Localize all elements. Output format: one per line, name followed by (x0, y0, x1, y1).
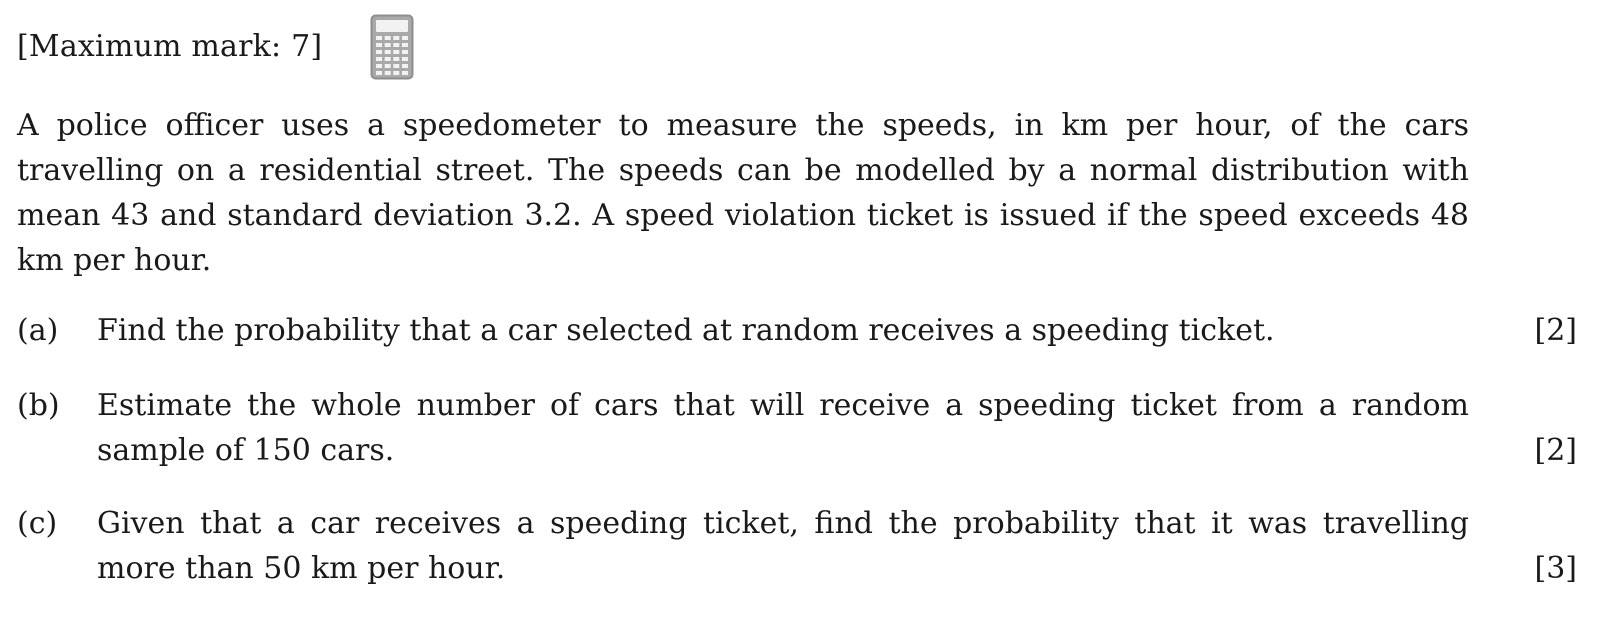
part-label: (c) (17, 506, 58, 541)
question-header (17, 14, 414, 80)
question-part-b (17, 383, 1577, 475)
part-marks: [2] (1534, 313, 1577, 348)
part-marks: [3] (1534, 551, 1577, 586)
part-text: Given that a car receives a speeding ticket, find the probability that it was travelling more than 50 km per hour. (97, 506, 1469, 586)
maximum-mark: [Maximum mark: 7] (17, 29, 323, 64)
calculator-icon (370, 14, 414, 80)
part-text: Estimate the whole number of cars that will receive a speeding ticket from a random sample of 150 cars. (97, 388, 1469, 468)
part-label: (b) (17, 388, 60, 423)
part-text: Find the probability that a car selected at random receives a speeding ticket. (97, 313, 1275, 348)
question-stem: A police officer uses a speedometer to measure the speeds, in km per hour, of the cars travelling on a residential street. The speeds can be modelled by a normal distribution with mean 43 and standard deviation 3.2. A speed violation ticket is issued if the speed exceeds 48 km per hour. (17, 108, 1469, 278)
part-marks: [2] (1534, 433, 1577, 468)
question-part-a (17, 308, 1577, 356)
question-part-c (17, 501, 1577, 593)
part-label: (a) (17, 313, 59, 348)
